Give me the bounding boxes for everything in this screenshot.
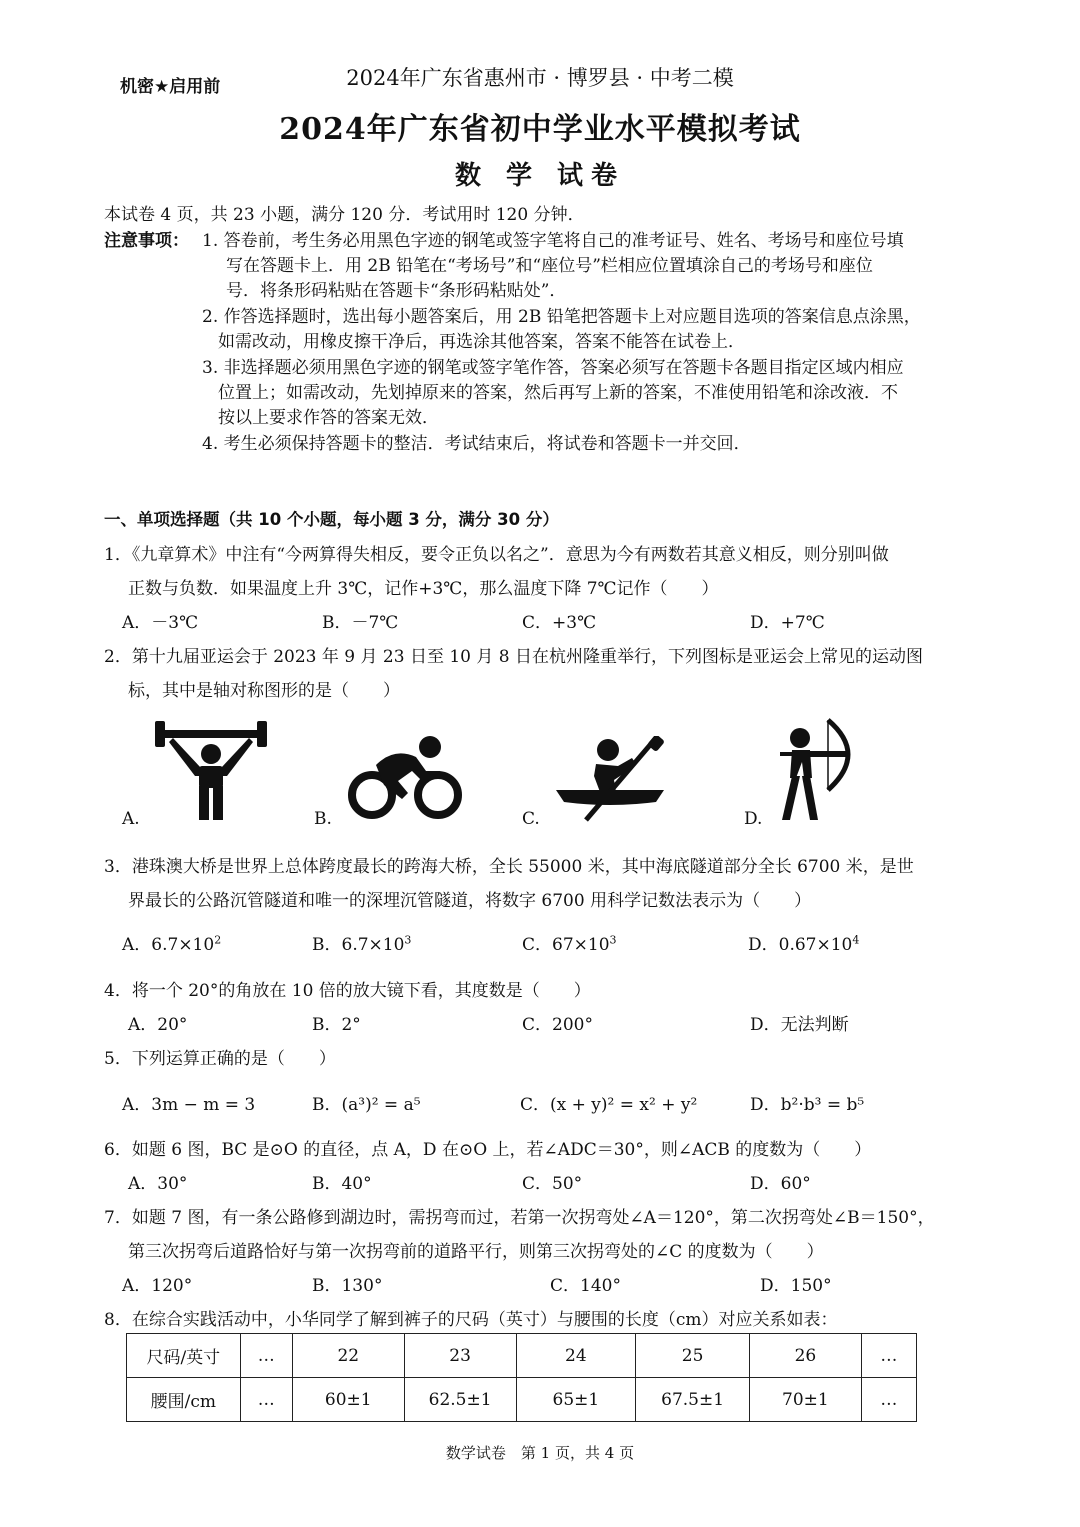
- table-cell: 22: [292, 1334, 404, 1378]
- q3-option-a: A．$6.7\times 10^2$: [122, 933, 222, 955]
- q3-option-d: D．$0.67\times 10^4$: [748, 933, 860, 955]
- q7-option-c: C．140°: [550, 1276, 621, 1296]
- q4-option-c: C．200°: [522, 1015, 593, 1035]
- question-2-line-2: 标，其中是轴对称图形的是（ ）: [128, 681, 400, 701]
- notice-line-8: 按以上要求作答的答案无效．: [218, 408, 439, 428]
- table-cell: 65±1: [516, 1378, 636, 1422]
- exam-intro: 本试卷 4 页，共 23 小题，满分 120 分．考试用时 120 分钟．: [104, 205, 585, 225]
- table-row: [127, 1378, 917, 1422]
- weightlifting-icon: [155, 716, 267, 824]
- table-cell: 腰围/cm: [127, 1378, 241, 1422]
- question-5-line-1: 5．下列运算正确的是（ ）: [104, 1049, 336, 1069]
- q6-option-c: C．50°: [522, 1174, 583, 1194]
- table-cell: …: [240, 1378, 292, 1422]
- q5-option-a: A．3m − m = 3: [122, 1095, 256, 1115]
- question-2-line-1: 2．第十九届亚运会于 2023 年 9 月 23 日至 10 月 8 日在杭州隆重举行，下列图标是亚运会上常见的运动图: [104, 647, 924, 667]
- question-4-line-1: 4．将一个 20°的角放在 10 倍的放大镜下看，其度数是（ ）: [104, 981, 591, 1001]
- confidential-label: 机密★启用前: [120, 77, 221, 97]
- cycling-icon: [346, 735, 464, 821]
- question-7-line-1: 7．如题 7 图，有一条公路修到湖边时，需拐弯而过，若第一次拐弯处∠A＝120°，第二次拐弯处∠B＝150°，: [104, 1208, 935, 1228]
- exam-source-note: 2024年广东省惠州市 · 博罗县 · 中考二模: [346, 66, 734, 90]
- table-cell: 24: [516, 1334, 636, 1378]
- q7-option-b: B．130°: [312, 1276, 383, 1296]
- q1-option-d: D．+7℃: [750, 613, 825, 633]
- section-heading: 一、单项选择题（共 10 个小题，每小题 3 分，满分 30 分）: [104, 510, 559, 529]
- canoe-icon: [556, 736, 664, 822]
- table-cell: …: [861, 1378, 916, 1422]
- q2-option-c: C.: [522, 809, 540, 829]
- q4-option-b: B．2°: [312, 1015, 361, 1035]
- table-cell: 62.5±1: [404, 1378, 516, 1422]
- notice-line-7: 位置上；如需改动，先划掉原来的答案，然后再写上新的答案，不准使用铅笔和涂改液．不: [218, 383, 898, 403]
- size-waist-table: [126, 1333, 917, 1422]
- q6-option-d: D．60°: [750, 1174, 811, 1194]
- q6-option-a: A．30°: [128, 1174, 188, 1194]
- q2-option-a: A.: [122, 809, 140, 829]
- table-cell: 70±1: [750, 1378, 862, 1422]
- question-8-line-1: 8．在综合实践活动中，小华同学了解到裤子的尺码（英寸）与腰围的长度（cm）对应关系如表：: [104, 1310, 838, 1330]
- q2-option-d: D.: [744, 809, 763, 829]
- q4-option-a: A．20°: [128, 1015, 188, 1035]
- page-subtitle: 数 学 试卷: [454, 161, 626, 191]
- q3-option-b: B．$6.7\times 10^3$: [312, 933, 412, 955]
- q1-option-a: A．－3℃: [122, 613, 199, 633]
- table-cell: 尺码/英寸: [127, 1334, 241, 1378]
- table-cell: …: [240, 1334, 292, 1378]
- page-footer: 数学试卷 第 1 页，共 4 页: [445, 1444, 635, 1462]
- notice-line-3: 号．将条形码粘贴在答题卡“条形码粘贴处”．: [226, 281, 567, 301]
- question-3-line-2: 界最长的公路沉管隧道和唯一的深埋沉管隧道，将数字 6700 用科学记数法表示为（ ）: [128, 891, 812, 911]
- question-6-line-1: 6．如题 6 图，BC 是⊙O 的直径，点 A，D 在⊙O 上，若∠ADC＝30°，则∠ACB 的度数为（ ）: [104, 1140, 872, 1160]
- q2-option-b: B.: [314, 809, 332, 829]
- table-cell: 67.5±1: [636, 1378, 750, 1422]
- archery-icon: [778, 716, 858, 824]
- q5-option-b: B．(a³)² = a⁵: [312, 1095, 421, 1115]
- q7-option-a: A．120°: [122, 1276, 193, 1296]
- table-cell: 26: [750, 1334, 862, 1378]
- question-3-line-1: 3．港珠澳大桥是世界上总体跨度最长的跨海大桥，全长 55000 米，其中海底隧道部分全长 6700 米，是世: [104, 857, 914, 877]
- table-cell: …: [861, 1334, 916, 1378]
- q1-option-c: C．+3℃: [522, 613, 597, 633]
- question-1-line-1: 1．《九章算术》中注有“今两算得失相反，要令正负以名之”．意思为今有两数若其意义相反，则分别叫做: [104, 545, 889, 565]
- table-cell: 23: [404, 1334, 516, 1378]
- q6-option-b: B．40°: [312, 1174, 372, 1194]
- table-cell: 25: [636, 1334, 750, 1378]
- page-title: 2024年广东省初中学业水平模拟考试: [279, 112, 801, 147]
- notice-line-1: 1. 答卷前，考生务必用黑色字迹的钢笔或签字笔将自己的准考证号、姓名、考场号和座位号填: [202, 231, 904, 251]
- q1-option-b: B．－7℃: [322, 613, 399, 633]
- notice-line-9: 4. 考生必须保持答题卡的整洁．考试结束后，将试卷和答题卡一并交回．: [202, 434, 751, 454]
- notice-line-2: 写在答题卡上．用 2B 铅笔在“考场号”和“座位号”栏相应位置填涂自己的考场号和座位: [226, 256, 873, 276]
- notice-label: 注意事项：: [104, 231, 189, 251]
- question-7-line-2: 第三次拐弯后道路恰好与第一次拐弯前的道路平行，则第三次拐弯处的∠C 的度数为（ ）: [128, 1242, 824, 1262]
- q5-option-c: C．(x + y)² = x² + y²: [520, 1095, 698, 1115]
- question-1-line-2: 正数与负数．如果温度上升 3℃，记作+3℃，那么温度下降 7℃记作（ ）: [128, 579, 719, 599]
- q3-option-c: C．$67\times 10^3$: [522, 933, 617, 955]
- q4-option-d: D．无法判断: [750, 1015, 849, 1035]
- notice-line-4: 2. 作答选择题时，选出每小题答案后，用 2B 铅笔把答题卡上对应题目选项的答案信息点涂黑，: [202, 307, 921, 327]
- q7-option-d: D．150°: [760, 1276, 832, 1296]
- notice-line-5: 如需改动，用橡皮擦干净后，再选涂其他答案，答案不能答在试卷上．: [218, 332, 745, 352]
- table-row: [127, 1334, 917, 1378]
- q5-option-d: D．b²·b³ = b⁵: [750, 1095, 865, 1115]
- notice-line-6: 3. 非选择题必须用黑色字迹的钢笔或签字笔作答，答案必须写在答题卡各题目指定区域内相应: [202, 358, 904, 378]
- table-cell: 60±1: [292, 1378, 404, 1422]
